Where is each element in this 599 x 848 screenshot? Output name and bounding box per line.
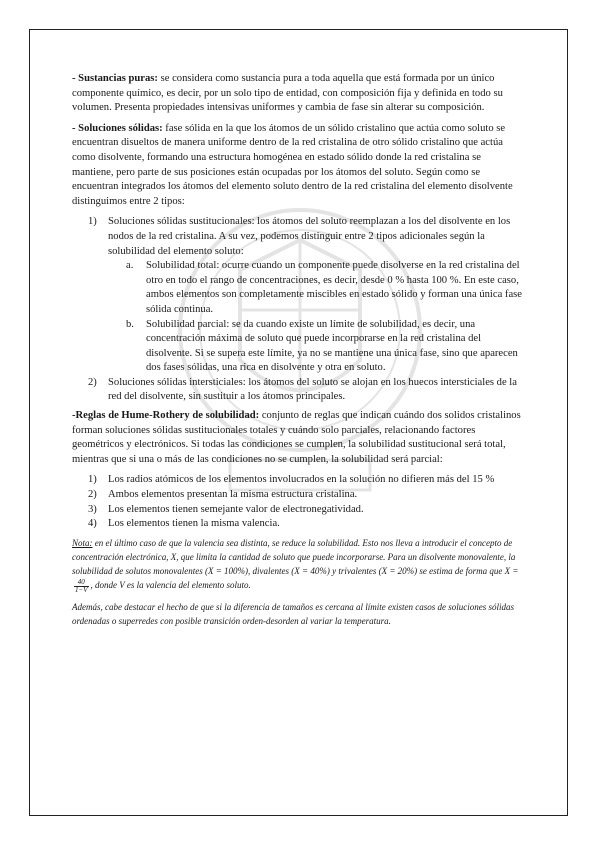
paragraph-solid-solutions — [72, 122, 524, 210]
list-marker: a. — [126, 260, 134, 272]
fraction-numerator: 40 — [74, 579, 89, 587]
list-marker: 1) — [88, 216, 97, 228]
list-marker: 2) — [88, 489, 97, 501]
list-item — [88, 376, 524, 405]
definition-text: fase sólida en la que los átomos de un sólido cristalino que actúa como soluto se encuentran disueltos de manera uniforme dentro de la red cristalina de otro sólido cristalino que actúa como disolvente, formando una estructura homogénea en estado sólido donde la red cristalina se mantiene, pero parte de sus posiciones están ocupadas por los átomos del soluto. Según como se encuentran integrados los átomos del elemento soluto dentro de la red cristalina del elemento disolvente distinguimos entre 2 tipos: — [72, 122, 513, 207]
list-item — [88, 488, 524, 503]
sub-list — [108, 259, 524, 376]
term-solid-solutions: - Soluciones sólidas: — [72, 122, 163, 134]
hume-rothery-rules-list — [72, 473, 524, 531]
list-item — [88, 503, 524, 518]
list-marker: b. — [126, 318, 134, 330]
list-item-text: Soluciones sólidas sustitucionales: los átomos del soluto reemplazan a los del disolvente en los nodos de la red cristalina. A su vez, podemos distinguir entre 2 tipos adicionales según la solubilidad del elemento soluto: — [108, 216, 511, 257]
fraction-formula — [74, 579, 89, 594]
list-item-text: Solubilidad parcial: se da cuando existe un límite de solubilidad, es decir, una concentración máxima de soluto que puede incorporarse en la red cristalina del disolvente. Si se supera este límite, ya no se mantiene una única fase, sino que aparecen dos fases sólidas, una rica en disolvente y otra en soluto. — [146, 318, 518, 374]
note-label: Nota: — [72, 537, 93, 548]
note-text-end: , donde V es la valencia del elemento soluto. — [90, 580, 251, 591]
definition-text: se considera como sustancia pura a toda aquella que está formada por un único componente químico, es decir, por un solo tipo de entidad, con composición fija y definida en todo su volumen. Presenta propiedades intensivas uniformes y cambia de fase sin alterar su composición. — [72, 73, 503, 114]
list-item — [88, 517, 524, 532]
term-hume-rothery: -Reglas de Hume-Rothery de solubilidad: — [72, 410, 260, 422]
document-content — [72, 72, 524, 634]
list-marker: 4) — [88, 518, 97, 530]
paragraph-hume-rothery — [72, 409, 524, 467]
sub-list-item — [126, 318, 524, 376]
paragraph-pure-substances — [72, 72, 524, 116]
list-marker: 2) — [88, 376, 97, 388]
note-text: en el último caso de que la valencia sea distinta, se reduce la solubilidad. Esto nos lleva a introducir el concepto de concentración electrónica, X, que limita la cantidad de soluto que puede incorporarse. Para un disolvente monovalente, la solubilidad de solutos monovalentes (X = 100%), divalentes (X = 40%) y trivalentes (X = 20%) se estima de forma que X = — [72, 537, 519, 577]
list-item — [88, 215, 524, 376]
list-item-text: Solubilidad total: ocurre cuando un componente puede disolverse en la red cristalina del otro en todo el rango de concentraciones, es decir, desde 0 % hasta 100 %. En este caso, ambos elementos son completamente miscibles en estado sólido y forman una única fase sólida continua. — [146, 260, 522, 315]
list-item-text: Ambos elementos presentan la misma estructura cristalina. — [108, 489, 358, 501]
final-note-paragraph: Además, cabe destacar el hecho de que si la diferencia de tamaños es cercana al límite existen casos de soluciones sólidas ordenadas o superredes con posible transición orden-desorden al variar la temperatura. — [72, 601, 514, 627]
fraction-denominator: 1−V — [75, 585, 88, 594]
note-paragraph — [72, 536, 524, 594]
term-pure-substances: - Sustancias puras: — [72, 73, 158, 84]
sub-list-item — [126, 259, 524, 317]
list-item-text: Los elementos tienen la misma valencia. — [108, 518, 280, 530]
list-item-text: Los radios atómicos de los elementos involucrados en la solución no difieren más del 15 % — [108, 474, 495, 486]
list-item — [88, 473, 524, 488]
solid-solution-types-list — [72, 215, 524, 405]
list-item-text: Soluciones sólidas intersticiales: los átomos del soluto se alojan en los huecos intersticiales de la red del disolvente, sin sustituir a los átomos principales. — [108, 376, 517, 403]
definition-text: conjunto de reglas que indican cuándo dos solidos cristalinos forman soluciones sólidas sustitucionales totales y cuándo solo parciales, relacionando factores geométricos y electrónicos. Si todas las condiciones se cumplen, la solubilidad sustitucional será total, mientras que si una o más de las condiciones no se cumplen, la solubilidad será parcial: — [72, 410, 521, 465]
list-marker: 3) — [88, 503, 97, 515]
list-item-text: Los elementos tienen semejante valor de electronegatividad. — [108, 503, 364, 515]
list-marker: 1) — [88, 474, 97, 486]
